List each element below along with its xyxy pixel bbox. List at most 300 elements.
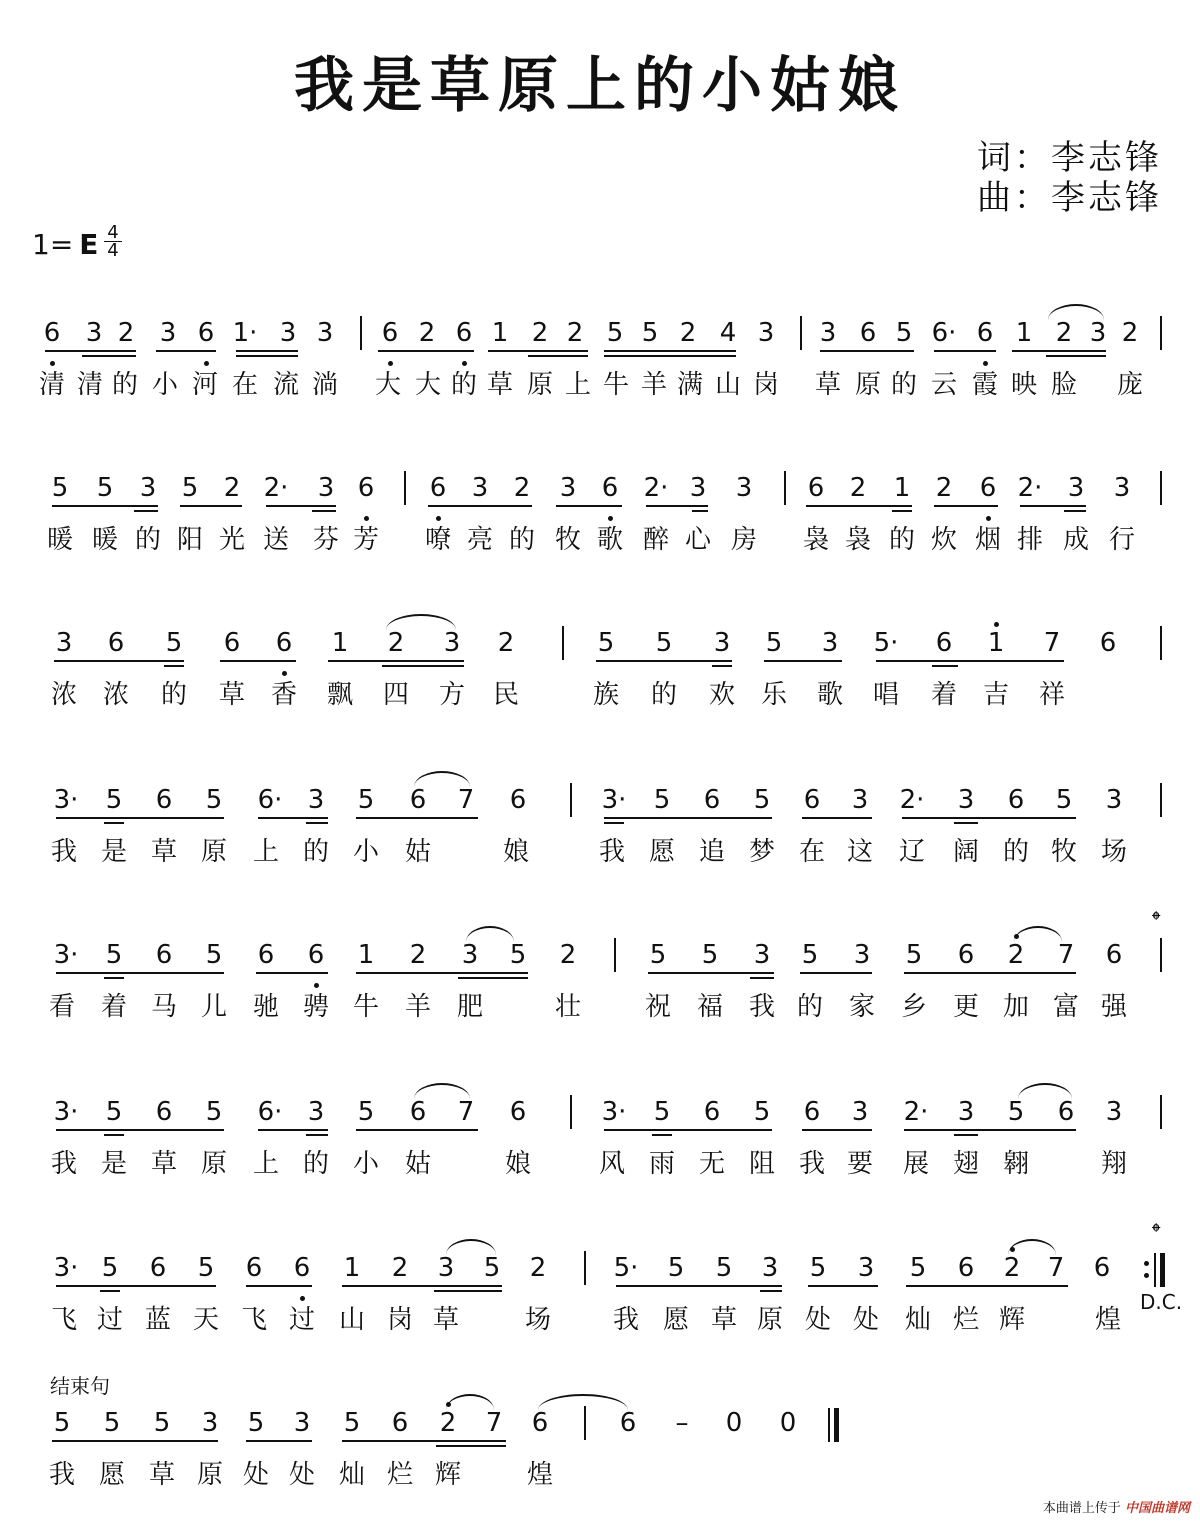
lyric-char: 这: [846, 837, 873, 867]
note: 3: [159, 318, 177, 348]
note: 3: [1105, 1097, 1123, 1127]
composer-credit: 曲：李志锋: [977, 178, 1162, 218]
note: 3: [819, 318, 837, 348]
lyric-char: 是: [100, 837, 127, 867]
note: 6: [979, 473, 997, 503]
lyric-char: 的: [134, 525, 161, 555]
note: 5: [653, 785, 671, 815]
sixteenth-beam: [134, 510, 158, 512]
eighth-beam: [616, 1285, 782, 1287]
lyric-char: 梦: [748, 837, 775, 867]
lyric-char: 香: [270, 680, 297, 710]
lyric-char: 的: [302, 1149, 329, 1179]
note: 5: [105, 785, 123, 815]
lyric-char: 原: [196, 1460, 223, 1490]
key-name: E: [79, 228, 99, 261]
eighth-beam: [1012, 350, 1106, 352]
lyric-char: 小: [151, 370, 178, 400]
lyric-char: 袅: [802, 525, 829, 555]
ending-label: 结束句: [50, 1374, 110, 1398]
low-octave-dot: [50, 361, 55, 366]
lyric-char: 满: [676, 370, 703, 400]
note: 6: [43, 318, 61, 348]
note: 5: [641, 318, 659, 348]
dc-marking: D.C.: [1140, 1290, 1183, 1314]
eighth-beam: [180, 505, 242, 507]
lyric-char: 山: [714, 370, 741, 400]
lyric-char: 房: [730, 525, 757, 555]
note: 6: [619, 1408, 637, 1438]
lyric-char: 歌: [816, 680, 843, 710]
lyric-char: 灿: [338, 1460, 365, 1490]
lyric-char: 我: [748, 992, 775, 1022]
eighth-beam: [54, 660, 184, 662]
lyric-char: 原: [526, 370, 553, 400]
note: 5: [205, 940, 223, 970]
note: 3·: [601, 1097, 627, 1127]
lyric-char: 四: [382, 680, 409, 710]
bar-line: [570, 1095, 572, 1129]
lyric-char: 着: [930, 680, 957, 710]
lyric-char: 过: [96, 1305, 123, 1335]
lyric-char: 场: [524, 1305, 551, 1335]
lyric-char: 要: [846, 1149, 873, 1179]
lyric-char: 我: [612, 1305, 639, 1335]
note: 3·: [53, 785, 79, 815]
lyric-char: 族: [592, 680, 619, 710]
note: 7: [1057, 940, 1075, 970]
lyric-char: 牛: [352, 992, 379, 1022]
note: 7: [1047, 1253, 1065, 1283]
note: 3·: [53, 940, 79, 970]
note: 6: [357, 473, 375, 503]
eighth-beam: [246, 1440, 312, 1442]
sixteenth-beam: [104, 1134, 124, 1136]
key-signature: [32, 222, 119, 261]
lyric-char: 的: [111, 370, 138, 400]
lyric-char: 大: [374, 370, 401, 400]
note: 5: [905, 940, 923, 970]
lyric-char: 的: [302, 837, 329, 867]
note: 6: [703, 1097, 721, 1127]
note: 5: [655, 628, 673, 658]
note: 3: [689, 473, 707, 503]
lyric-char: 排: [1016, 525, 1043, 555]
lyric-char: 草: [486, 370, 513, 400]
lyric-char: 烟: [974, 525, 1001, 555]
lyric-char: 姑: [404, 1149, 431, 1179]
note: 5: [153, 1408, 171, 1438]
note: 7: [485, 1408, 503, 1438]
eighth-beam: [356, 972, 528, 974]
note: 5: [509, 940, 527, 970]
low-octave-dot: [388, 361, 393, 366]
lyric-char: 过: [288, 1305, 315, 1335]
eighth-beam: [428, 505, 532, 507]
note: 3: [85, 318, 103, 348]
score-title: 我是草原上的小姑娘: [294, 51, 906, 121]
lyric-char: 的: [160, 680, 187, 710]
note: 3: [1105, 785, 1123, 815]
lyric-char: 娘: [502, 837, 529, 867]
note: 2: [1003, 1253, 1021, 1283]
lyric-char: 祝: [644, 992, 671, 1022]
score-row: [0, 1097, 1200, 1187]
note: 5: [205, 1097, 223, 1127]
note: 5: [801, 940, 819, 970]
eighth-beam: [342, 1440, 506, 1442]
note: 6: [391, 1408, 409, 1438]
bar-line: [1160, 1095, 1162, 1129]
note: 3: [761, 1253, 779, 1283]
note: 5: [357, 785, 375, 815]
eighth-beam: [604, 817, 772, 819]
note: 5: [205, 785, 223, 815]
eighth-beam: [906, 1285, 1068, 1287]
eighth-beam: [646, 505, 708, 507]
note: 6: [803, 1097, 821, 1127]
sixteenth-beam: [892, 510, 912, 512]
eighth-beam: [378, 350, 474, 352]
lyric-char: 肥: [456, 992, 483, 1022]
lyric-char: 芬: [312, 525, 339, 555]
lyric-char: 在: [798, 837, 825, 867]
note: 2·: [643, 473, 669, 503]
eighth-beam: [256, 972, 328, 974]
note: 3: [55, 628, 73, 658]
lyric-char: 羊: [404, 992, 431, 1022]
note: 6: [803, 785, 821, 815]
note: 5: [653, 1097, 671, 1127]
note: 6: [455, 318, 473, 348]
credits: [977, 138, 1162, 218]
note: 6: [703, 785, 721, 815]
note: 3·: [601, 785, 627, 815]
lyric-char: 驰: [252, 992, 279, 1022]
bar-line: [584, 1251, 586, 1285]
repeat-dot: [1144, 1273, 1149, 1278]
lyric-char: 清: [38, 370, 65, 400]
lyric-char: 在: [231, 370, 258, 400]
lyric-char: 乡: [900, 992, 927, 1022]
lyric-char: 草: [150, 1149, 177, 1179]
note: 3: [957, 1097, 975, 1127]
lyric-char: 霞: [971, 370, 998, 400]
note: 3: [559, 473, 577, 503]
final-thick-bar: [834, 1408, 839, 1442]
note: 6: [509, 785, 527, 815]
note: –: [675, 1408, 689, 1438]
note: 6: [807, 473, 825, 503]
coda-sign: 𝄌: [1152, 906, 1161, 934]
eighth-beam: [904, 1129, 1076, 1131]
slur: [1008, 1239, 1056, 1255]
lyric-char: 的: [1002, 837, 1029, 867]
note: 5: [649, 940, 667, 970]
sixteenth-beam: [100, 1290, 120, 1292]
note: 3: [307, 785, 325, 815]
note: 5: [53, 1408, 71, 1438]
low-octave-dot: [608, 516, 613, 521]
note: 1: [343, 1253, 361, 1283]
note: 3: [293, 1408, 311, 1438]
lyric-char: 的: [450, 370, 477, 400]
slur: [466, 926, 514, 942]
note: 6: [531, 1408, 549, 1438]
sixteenth-beam: [434, 1290, 502, 1292]
note: 2: [391, 1253, 409, 1283]
slur: [386, 614, 456, 630]
eighth-beam: [934, 350, 996, 352]
lyric-char: 暖: [91, 525, 118, 555]
note: 2: [117, 318, 135, 348]
lyric-char: 行: [1108, 525, 1135, 555]
sixteenth-beam: [528, 355, 588, 357]
lyric-char: 清: [76, 370, 103, 400]
note: 2: [529, 1253, 547, 1283]
note: 2: [439, 1408, 457, 1438]
lyric-char: 阳: [176, 525, 203, 555]
lyric-char: 福: [696, 992, 723, 1022]
note: 6: [155, 785, 173, 815]
time-bottom: 4: [107, 240, 119, 261]
sixteenth-beam: [104, 977, 124, 979]
note: 5: [1007, 1097, 1025, 1127]
lyric-char: 辽: [898, 837, 925, 867]
note: 3: [317, 473, 335, 503]
lyric-char: 嘹: [424, 525, 451, 555]
lyric-char: 小: [352, 837, 379, 867]
eighth-beam: [604, 350, 736, 352]
note: 7: [457, 1097, 475, 1127]
note: 5: [895, 318, 913, 348]
note: 5: [765, 628, 783, 658]
note: 6: [957, 940, 975, 970]
key-prefix: 1=: [32, 228, 74, 261]
note: 3: [139, 473, 157, 503]
sixteenth-beam: [312, 510, 336, 512]
eighth-beam: [800, 972, 872, 974]
lyric-char: 脸: [1050, 370, 1077, 400]
lyric-char: 原: [756, 1305, 783, 1335]
note: 5: [606, 318, 624, 348]
eighth-beam: [258, 817, 328, 819]
lyric-char: 富: [1052, 992, 1079, 1022]
lyric-char: 姑: [404, 837, 431, 867]
lyric-char: 草: [814, 370, 841, 400]
note: 5: [105, 940, 123, 970]
eighth-beam: [328, 660, 464, 662]
note: 6·: [931, 318, 957, 348]
note: 5: [809, 1253, 827, 1283]
note: 6: [429, 473, 447, 503]
sixteenth-beam: [82, 355, 136, 357]
lyric-char: 我: [798, 1149, 825, 1179]
note: 5: [181, 473, 199, 503]
note: 5: [357, 1097, 375, 1127]
note: 5: [247, 1408, 265, 1438]
note: 2: [935, 473, 953, 503]
eighth-beam: [596, 660, 732, 662]
lyric-char: 的: [890, 370, 917, 400]
note: 5: [597, 628, 615, 658]
note: 1: [357, 940, 375, 970]
lyric-char: 草: [148, 1460, 175, 1490]
eighth-beam: [236, 350, 298, 352]
note: 1·: [232, 318, 258, 348]
eighth-beam: [356, 1129, 478, 1131]
slur: [538, 1394, 628, 1410]
low-octave-dot: [314, 983, 319, 988]
note: 3: [851, 1097, 869, 1127]
repeat-thick-bar: [1160, 1253, 1165, 1287]
lyric-char: 娘: [504, 1149, 531, 1179]
note: 5: [753, 1097, 771, 1127]
sixteenth-beam: [604, 355, 736, 357]
note: 7: [1043, 628, 1061, 658]
lyric-char: 岗: [752, 370, 779, 400]
note: 6: [409, 1097, 427, 1127]
eighth-beam: [488, 350, 588, 352]
eighth-beam: [266, 505, 336, 507]
time-signature: [104, 224, 122, 259]
lyric-char: 风: [598, 1149, 625, 1179]
eighth-beam: [808, 1285, 878, 1287]
sixteenth-beam: [458, 977, 528, 979]
note: 3: [1089, 318, 1107, 348]
note: 4: [719, 318, 737, 348]
lyric-char: 牧: [554, 525, 581, 555]
lyric-char: 成: [1062, 525, 1089, 555]
lyric-char: 祥: [1038, 680, 1065, 710]
note: 6: [257, 940, 275, 970]
lyric-char: 浓: [102, 680, 129, 710]
lyric-char: 河: [191, 370, 218, 400]
lyric-char: 炊: [930, 525, 957, 555]
footer-upload-text: 本曲谱上传于: [1042, 1501, 1121, 1516]
note: 6: [381, 318, 399, 348]
lyric-char: 草: [218, 680, 245, 710]
lyric-char: 壮: [554, 992, 581, 1022]
lyric-char: 方: [438, 680, 465, 710]
bar-line: [1160, 316, 1162, 350]
note: 3: [753, 940, 771, 970]
lyric-char: 处: [242, 1460, 269, 1490]
bar-line: [360, 316, 362, 350]
score-row: [0, 628, 1200, 718]
sixteenth-beam: [382, 665, 464, 667]
sixteenth-beam: [954, 822, 978, 824]
note: 6: [307, 940, 325, 970]
lyric-char: 辉: [998, 1305, 1025, 1335]
lyric-char: 看: [48, 992, 75, 1022]
note: 6: [275, 628, 293, 658]
eighth-beam: [52, 505, 158, 507]
note: 1: [491, 318, 509, 348]
lyric-char: 大: [414, 370, 441, 400]
note: 3: [279, 318, 297, 348]
note: 5: [753, 785, 771, 815]
note: 6: [509, 1097, 527, 1127]
note: 3: [857, 1253, 875, 1283]
score-row: [0, 940, 1200, 1030]
lyric-char: 原: [200, 1149, 227, 1179]
note: 2·: [1017, 473, 1043, 503]
note: 6: [197, 318, 215, 348]
note: 2: [418, 318, 436, 348]
eighth-beam: [802, 817, 872, 819]
lyric-char: 醉: [642, 525, 669, 555]
note: 2: [223, 473, 241, 503]
low-octave-dot: [282, 671, 287, 676]
lyric-char: 的: [650, 680, 677, 710]
score-row: [0, 1408, 1200, 1498]
note: 3: [853, 940, 871, 970]
lyric-char: 我: [598, 837, 625, 867]
sixteenth-beam: [236, 355, 298, 357]
bar-line: [1160, 471, 1162, 505]
eighth-beam: [342, 1285, 502, 1287]
final-thin-bar: [828, 1408, 830, 1442]
note: 2: [387, 628, 405, 658]
lyric-char: 我: [50, 837, 77, 867]
note: 5: [1055, 785, 1073, 815]
high-octave-dot: [994, 622, 999, 627]
lyric-char: 加: [1002, 992, 1029, 1022]
low-octave-dot: [300, 1296, 305, 1301]
sixteenth-beam: [954, 1134, 978, 1136]
lyric-char: 唱: [872, 680, 899, 710]
low-octave-dot: [436, 516, 441, 521]
eighth-beam: [556, 505, 622, 507]
note: 3: [957, 785, 975, 815]
eighth-beam: [246, 1285, 312, 1287]
lyric-char: 追: [698, 837, 725, 867]
note: 2·: [903, 1097, 929, 1127]
lyric-char: 牧: [1050, 837, 1077, 867]
note: 6: [957, 1253, 975, 1283]
note: 6: [859, 318, 877, 348]
note: 2: [559, 940, 577, 970]
bar-line: [562, 626, 564, 660]
note: 5·: [613, 1253, 639, 1283]
lyric-char: 草: [150, 837, 177, 867]
lyric-char: 流: [272, 370, 299, 400]
slur: [446, 1239, 496, 1255]
lyric-char: 飘: [326, 680, 353, 710]
note: 2: [513, 473, 531, 503]
lyric-char: 场: [1100, 837, 1127, 867]
slur: [414, 771, 470, 787]
note: 0: [725, 1408, 743, 1438]
sixteenth-beam: [1046, 355, 1106, 357]
lyric-char: 强: [1100, 992, 1127, 1022]
lyric-char: 歌: [596, 525, 623, 555]
note: 3: [851, 785, 869, 815]
lyric-char: 烂: [952, 1305, 979, 1335]
lyric-char: 的: [888, 525, 915, 555]
slur: [446, 1394, 494, 1410]
note: 5: [105, 1097, 123, 1127]
lyric-char: 骋: [302, 992, 329, 1022]
lyric-char: 送: [262, 525, 289, 555]
lyric-char: 儿: [200, 992, 227, 1022]
bar-line: [800, 316, 802, 350]
note: 6·: [257, 1097, 283, 1127]
eighth-beam: [1020, 505, 1086, 507]
note: 6: [1007, 785, 1025, 815]
lyric-char: 翱: [1002, 1149, 1029, 1179]
